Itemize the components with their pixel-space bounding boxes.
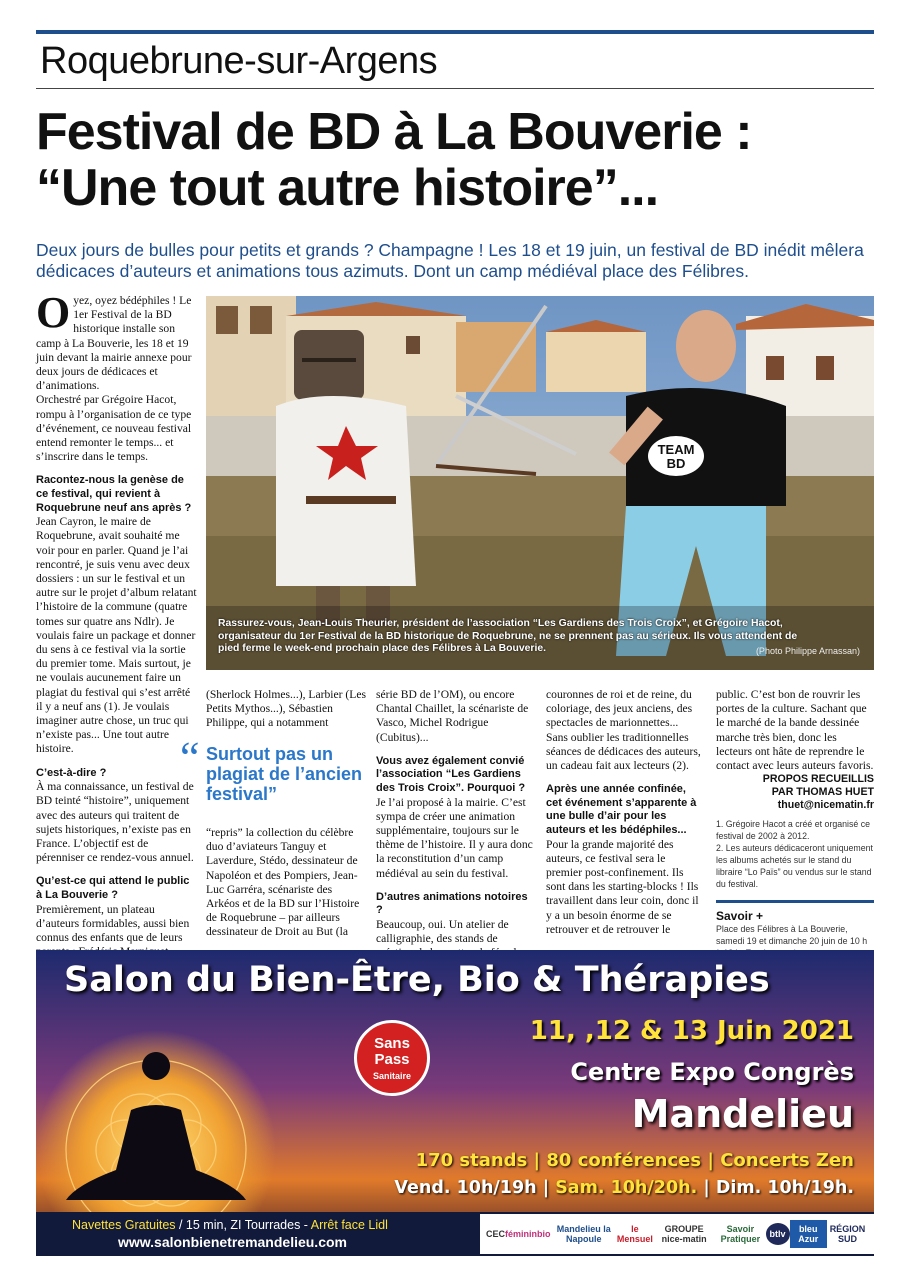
dropcap: O	[36, 288, 71, 337]
sponsor-logo: CEC	[486, 1229, 506, 1239]
lead-paragraph-2: Orchestré par Grégoire Hacot, rompu à l’organisation de ce type d’événement, ce nouveau festival entend remonter le temps... et s’inscrire dans le temps.	[36, 393, 192, 464]
answer-public: Premièrement, un plateau d’auteurs formidables, aussi bien connus des enfants que de leurs	[36, 902, 190, 945]
question-public: Qu’est-ce qui attend le public à La Bouverie ?	[36, 875, 190, 902]
top-rule	[36, 30, 874, 34]
answer-cest-a-dire: À ma connaissance, un festival de BD teinté “histoire”, uniquement avec des auteurs qui traitent de sujets historiques, n’existe pas en France. L’objectif est de pérenniser ce rendez-vous annuel.	[36, 780, 194, 865]
answer-bulle-air: Pour la grande majorité des auteurs, ce festival sera le premier post-confinement. Ils sont dans les starting-blocks ! Ils travaillent dans leur coin, donc il y a un besoin énorme de se retrouver et de retrouver le	[546, 837, 699, 936]
hours-friday: Vend. 10h/19h |	[394, 1178, 556, 1198]
ad-dates: 11, ,12 & 13 Juin 2021	[529, 1016, 854, 1046]
ad-hours	[394, 1178, 854, 1198]
col5-top-text: public. C’est bon de rouvrir les portes de la culture. Sachant que le marché de la bande dessinée marche très bien, donc les lecteurs ont hâte de reprendre le contact avec leurs auteurs favoris.	[716, 688, 874, 773]
ad-website-link[interactable]: www.salonbienetremandelieu.com	[118, 1234, 347, 1250]
shuttle-stop: Arrêt face Lidl	[310, 1218, 388, 1232]
lead-text: yez, oyez bédéphiles ! Le 1er Festival de la BD historique installe son camp à La Bouverie, les 18 et 19 juin devant la mairie annexe pour deux jours de dédicaces et d’animations.	[36, 294, 192, 393]
headline-line-2: “Une tout autre histoire”...	[36, 159, 659, 217]
badge-line-2: Pass	[374, 1051, 410, 1068]
column-5	[716, 688, 874, 959]
ad-city: Mandelieu	[631, 1092, 854, 1136]
question-bulle-air: Après une année confinée, cet événement s’apparente à une bulle d’air pour les auteurs et les bédéphiles...	[546, 783, 697, 836]
question-animations: D’autres animations notoires ?	[376, 890, 528, 917]
question-gardiens: Vous avez également convié l’association “Les Gardiens des Trois Croix”. Pourquoi ?	[376, 754, 526, 794]
svg-text:BD: BD	[666, 456, 686, 471]
sponsor-logo: RÉGION SUD	[829, 1224, 866, 1244]
byline	[716, 773, 874, 812]
headline-line-1: Festival de BD à La Bouverie :	[36, 103, 752, 161]
sponsor-logos	[480, 1214, 874, 1254]
tshirt-text: TEAM	[657, 442, 695, 457]
author-email[interactable]: thuet@nicematin.fr	[777, 799, 874, 812]
question-genese: Racontez-nous la genèse de ce festival, qui revient à Roquebrune neuf ans après ?	[36, 474, 192, 514]
ad-shuttle	[72, 1218, 388, 1232]
badge-line-3: Sanitaire	[372, 1071, 412, 1081]
sponsor-logo: fémininbio	[505, 1229, 551, 1239]
ad-stands: 170 stands | 80 conférences | Concerts Zen	[415, 1150, 854, 1171]
byline-line-1: PROPOS RECUEILLIS	[762, 773, 874, 786]
ad-title: Salon du Bien-Être, Bio & Thérapies	[64, 960, 770, 1000]
section-rule	[36, 88, 874, 89]
pull-quote-text: Surtout pas un plagiat de l’ancien festival”	[206, 744, 363, 804]
quote-mark: “	[180, 733, 200, 782]
column-3	[376, 688, 534, 961]
sponsor-logo: GROUPE nice-matin	[661, 1224, 707, 1244]
column-2	[206, 688, 366, 731]
byline-line-2: PAR THOMAS HUET	[771, 786, 874, 799]
photo-credit: (Photo Philippe Arnassan)	[755, 646, 860, 656]
col4-top-text: couronnes de roi et de reine, du coloriage, des jeux anciens, des spectacles de marionnettes... Sans oublier les traditionnelles séances de dédicaces des auteurs, un cadeau fait aux lecteurs (2).	[546, 688, 701, 773]
advertisement[interactable]	[36, 950, 874, 1256]
hours-saturday: Sam. 10h/20h.	[555, 1178, 698, 1198]
savoir-rule	[716, 900, 874, 903]
badge-line-1: Sans	[374, 1035, 410, 1052]
answer-animations: Beaucoup, oui. Un atelier de calligraphie, des stands de	[376, 918, 509, 946]
col3-top-text: série BD de l’OM), ou encore Chantal Chaillet, la scénariste de Vasco, Michel Rodrigue (Cubitus)...	[376, 688, 529, 744]
column-2-bottom	[206, 826, 366, 940]
section-title: Roquebrune-sur-Argens	[40, 40, 438, 82]
photo-illustration	[206, 296, 874, 670]
savoir-text: Place des Félibres à La Bouverie, samedi 19 et dimanche 20 juin de 10 h	[716, 924, 868, 947]
col2-bottom-text: “repris” la collection du célèbre duo d’aviateurs Tanguy et Laverdure, Stédo, dessinateur de Napoléon et des Pompiers, Jean-Luc Garréra, scénariste des Arkéos et de la BD sur l’Histoire de Roquebrune – par ailleurs dessinateur de Droit au But (la	[206, 826, 360, 939]
shuttle-label: Navettes Gratuites	[72, 1218, 176, 1232]
sponsor-logo: bleu Azur	[790, 1220, 827, 1248]
lead-paragraph	[36, 288, 198, 393]
ad-venue: Centre Expo Congrès	[570, 1058, 854, 1086]
column-1	[36, 288, 198, 959]
footnote-2: 2. Les auteurs dédicaceront uniquement les albums achetés sur le stand du libraire “Lo Païs” ou vendus sur le stand du festival.	[716, 843, 873, 890]
photo-caption: Rassurez-vous, Jean-Louis Theurier, président de l’association “Les Gardiens des Trois Croix”, et Grégoire Hacot, organisateur du 1er Festival de la BD historique de Roquebrune, ne se prennent pas au sérieux. Ils vous attendent de pied ferme le week-end prochain place des Félibres à La Bouverie.	[218, 618, 798, 655]
savoir-title: Savoir +	[716, 909, 764, 924]
sans-pass-badge	[354, 1020, 430, 1096]
column-4	[546, 688, 702, 937]
article-photo	[206, 296, 874, 670]
sponsor-logo: btlv	[766, 1223, 790, 1245]
question-cest-a-dire: C’est-à-dire ?	[36, 766, 107, 779]
hours-sunday: | Dim. 10h/19h.	[697, 1178, 854, 1198]
footnote-1: 1. Grégoire Hacot a créé et organisé ce festival de 2002 à 2012.	[716, 819, 871, 842]
intro-standfirst: Deux jours de bulles pour petits et grands ? Champagne ! Les 18 et 19 juin, un festival de BD inédit mêlera dédicaces d’auteurs et animations tous azimuts. Dont un camp médiéval place des Félibres.	[36, 240, 864, 281]
answer-genese: Jean Cayron, le maire de Roquebrune, avait souhaité me voir pour en parler. Quand je l’ai rencontré, je suis venu avec deux dossiers : un sur le festival et un autre sur le projet d’album relatant l’histoire de la commune (quatre tomes sur quatre ans Ndlr). Je voulais faire un package et donner du sens à ce festival via la sortie du premier tome. Mais surtout, je ne voulais aucunement faire un plagiat du festival qui s’est arrêté il y a neuf ans (1). Je voulais imaginer autre chose, un truc qui n’existe pas... Une tout autre histoire.	[36, 515, 197, 756]
headline	[36, 104, 886, 216]
shuttle-details: / 15 min, ZI Tourrades -	[175, 1218, 311, 1232]
answer-gardiens: Je l’ai proposé à la mairie. C’est sympa de créer une animation supplémentaire, toujours sur le thème de l’histoire. Il y aura donc la reconstitution d’un camp médiéval au sein du festival.	[376, 795, 533, 880]
sponsor-logo: Savoir Pratiquer	[720, 1224, 761, 1244]
sponsor-logo: Mandelieu la Napoule	[556, 1224, 611, 1244]
sponsor-logo: le Mensuel	[616, 1224, 653, 1244]
col2-top-text: (Sherlock Holmes...), Larbier (Les Petits Mythos...), Sébastien Philippe, qui a notamment	[206, 688, 367, 730]
footnotes	[716, 818, 874, 890]
